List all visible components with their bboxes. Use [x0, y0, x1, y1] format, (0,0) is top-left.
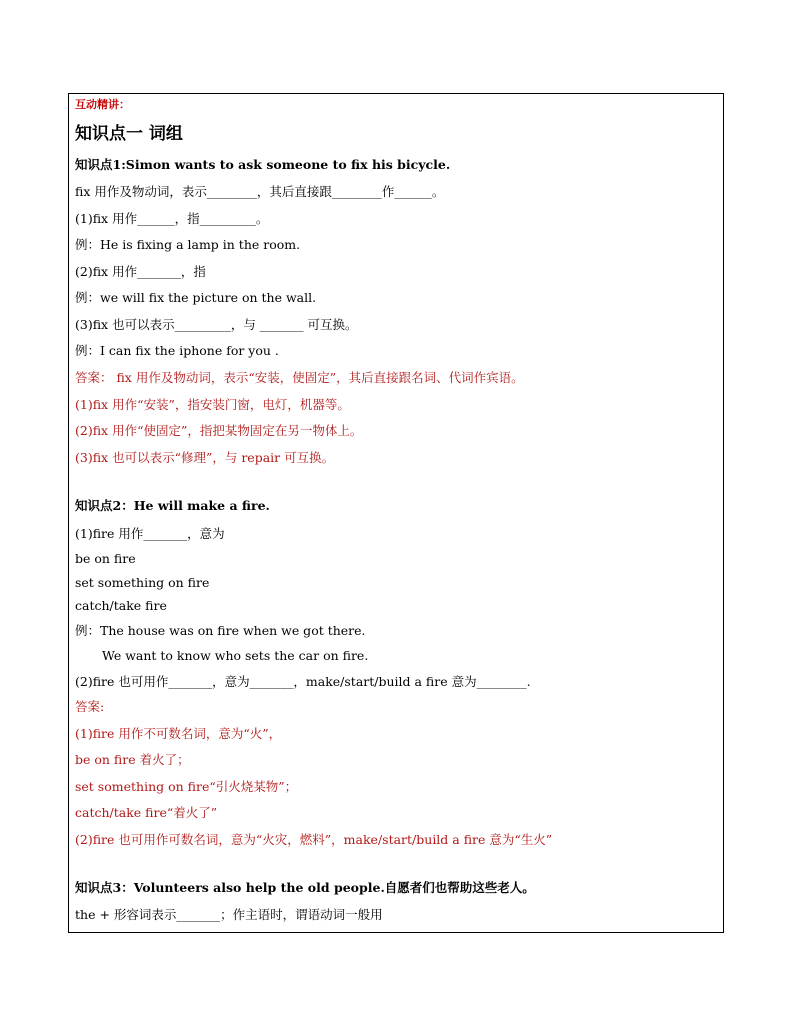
kp2-line: (2)fire 也可用作_______，意为_______，make/start/build a fire 意为________.: [75, 674, 531, 689]
section-label: 互动精讲：: [75, 98, 130, 111]
kp1-example: 例：He is fixing a lamp in the room.: [75, 237, 301, 252]
kp1-example: 例：we will fix the picture on the wall.: [75, 290, 317, 305]
kp2-phrase: be on fire: [75, 551, 136, 566]
kp2-answer: be on fire 着火了；: [75, 752, 190, 767]
kp2-example: We want to know who sets the car on fire.: [102, 648, 369, 663]
kp1-line: fix 用作及物动词，表示________，其后直接跟________作______。: [75, 184, 445, 199]
knowledge-point-1-title: 知识点1:Simon wants to ask someone to fix his bicycle.: [75, 157, 451, 172]
kp2-phrase: set something on fire: [75, 575, 210, 590]
kp3-line: the + 形容词表示_______；作主语时，谓语动词一般用: [75, 907, 383, 922]
knowledge-point-2-title: 知识点2：He will make a fire.: [75, 498, 270, 513]
kp1-line: (3)fix 也可以表示_________，与 _______ 可互换。: [75, 317, 358, 332]
lesson-frame: [68, 93, 724, 933]
kp2-answer-label: 答案:: [75, 699, 105, 714]
kp2-answer: catch/take fire“着火了”: [75, 805, 218, 820]
kp1-answer: (2)fix 用作“使固定”，指把某物固定在另一物体上。: [75, 423, 363, 438]
kp1-answer: 答案： fix 用作及物动词，表示“安装，使固定”，其后直接跟名词、代词作宾语。: [75, 370, 524, 385]
kp1-answer: (1)fix 用作“安装”，指安装门窗，电灯，机器等。: [75, 397, 350, 412]
kp1-answer: (3)fix 也可以表示“修理”，与 repair 可互换。: [75, 450, 335, 465]
section-heading: 知识点一 词组: [75, 124, 183, 144]
kp2-phrase: catch/take fire: [75, 598, 167, 613]
kp2-answer: set something on fire“引火烧某物”；: [75, 779, 298, 794]
kp2-example: 例：The house was on fire when we got there.: [75, 623, 366, 638]
kp2-answer: (2)fire 也可用作可数名词，意为“火灾，燃料”，make/start/build a fire 意为“生火”: [75, 832, 553, 847]
kp1-example: 例：I can fix the iphone for you .: [75, 343, 279, 358]
kp2-answer: (1)fire 用作不可数名词，意为“火”，: [75, 726, 282, 741]
kp1-line: (2)fix 用作_______，指: [75, 264, 206, 279]
kp1-line: (1)fix 用作______，指_________。: [75, 211, 269, 226]
knowledge-point-3-title: 知识点3：Volunteers also help the old people.自愿者们也帮助这些老人。: [75, 880, 535, 895]
kp2-line: (1)fire 用作_______，意为: [75, 526, 225, 541]
